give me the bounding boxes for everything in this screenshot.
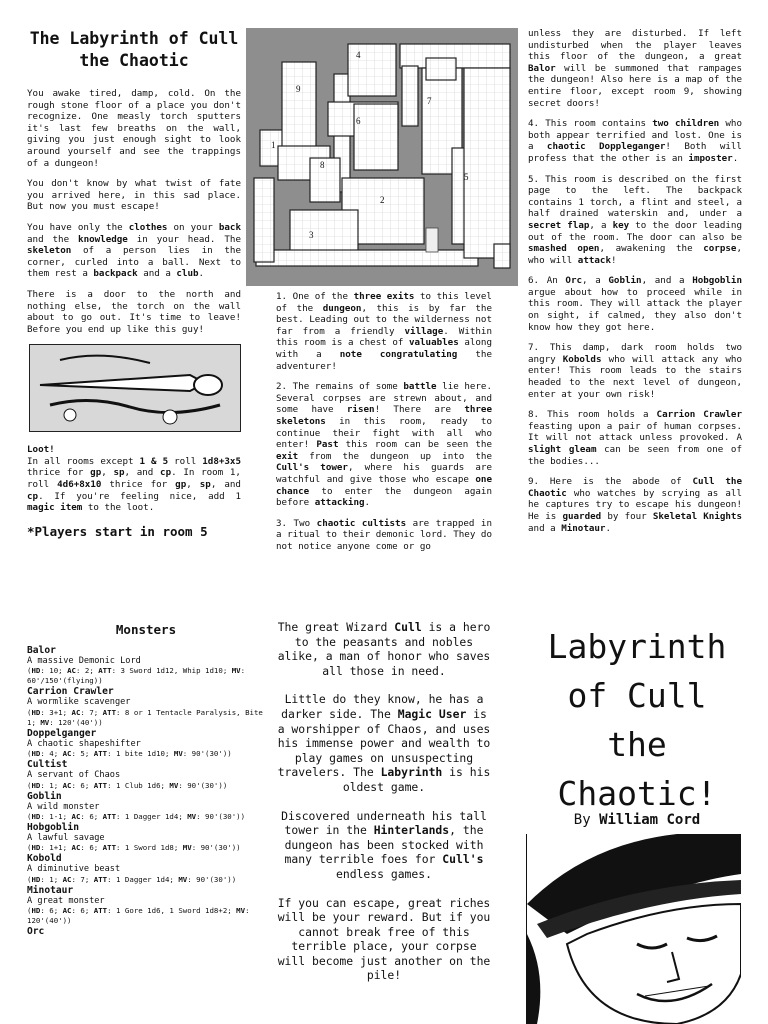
room-label-6: 6 [356,116,361,126]
cover-title-line: the [607,725,667,764]
room-label-7: 7 [427,96,432,106]
blurb-paragraph: Little do they know, he has a darker side. The Magic User is a worshipper of Chaos, and uses his immense power and wealth to play games on unsuspecting travelers. The Labyrinth is his oldest game. [277,692,491,794]
monster-description: A diminutive beast [27,864,121,875]
monsters-heading: Monsters [115,622,177,637]
monster-stats: (HD: 10; AC: 2; ATT: 3 Sword 1d12, Whip 1d10; MV: 60'/150'(flying)) [27,666,246,686]
monster-list [27,622,265,937]
room-label-8: 8 [320,160,325,170]
room-label-5: 5 [464,172,469,182]
byline [522,812,752,828]
monster-description: A chaotic shapeshifter [27,738,141,749]
monster-entry [27,728,265,759]
intro-column [27,28,241,539]
monster-name: Cultist [27,759,68,771]
monster-entry [27,853,265,884]
monster-name: Doppelganger [27,727,97,739]
page-title: The Labyrinth of Cull the Chaotic [29,29,239,70]
monster-name: Kobold [27,853,62,865]
loot-text: In all rooms except 1 & 5 roll 1d8+3x5 thrice for gp, sp, and cp. In room 1, roll 4d6+8x10 thrice for gp, sp, and cp. If you're feeling nice, add 1 magic item to the loot. [27,455,241,514]
rooms-column-right [528,28,742,543]
room-description: 7. This damp, dark room holds two angry Kobolds who will attack any who enter! This room leads to the stairs headed to the next level of dungeon, enter at your own risk! [528,342,742,400]
intro-paragraph: You don't know by what twist of fate you arrived here, in this sad place. But now you must escape! [27,178,241,213]
blurb-paragraph: Discovered underneath his tall tower in the Hinterlands, the dungeon has been stocked with many terrible foes for Cull's endless games. [281,808,487,881]
monster-stats: (HD: 1; AC: 6; ATT: 1 Club 1d6; MV: 90'(30')) [27,780,228,790]
monster-description: A wormlike scavenger [27,697,131,708]
room-label-4: 4 [356,50,361,60]
start-note: *Players start in room 5 [27,523,208,539]
room-label-9: 9 [296,84,301,94]
dungeon-map-drawing [246,28,518,286]
wizard-portrait [526,834,741,1024]
monster-stats: (HD: 6; AC: 6; ATT: 1 Gore 1d6, 1 Sword 1d8+2; MV: 120'(40')) [27,906,250,926]
loot-label: Loot! [27,444,55,456]
monster-name: Balor [27,645,56,656]
loot-section [27,444,241,514]
cover-title [522,622,752,818]
room-label-1: 1 [271,140,276,150]
room-description: 4. This room contains two children who both appear terrified and lost. One is a chaotic Doppleganger! Both will profess that the other is an imposter. [528,118,742,164]
room-description: 9. Here is the abode of Cull the Chaotic who watches by scrying as all he captures try to escape his dungeon! He is guarded by four Skeletal Knights and a Minotaur. [528,476,742,534]
cover-title-line: Chaotic! [557,774,717,813]
intro-text [27,88,241,335]
skeleton-drawing [30,345,240,431]
monster-name: Goblin [27,790,62,802]
room-description: 8. This room holds a Carrion Crawler feasting upon a pair of human corpses. It will not attack unless provoked. A slight gleam can be seen from one of the bodies... [528,409,742,467]
monster-entries [27,645,265,937]
monster-stats: (HD: 3+1; AC: 7; ATT: 8 or 1 Tentacle Paralysis, Bite 1; MV: 120'(40')) [27,707,263,727]
monster-entry [27,926,265,937]
monster-name: Carrion Crawler [27,686,114,698]
monster-name: Orc [27,926,45,938]
dungeon-map [246,28,518,286]
monster-stats: (HD: 1; AC: 7; ATT: 1 Dagger 1d4; MV: 90'(30')) [27,874,237,884]
back-cover-blurb [276,620,492,997]
room-label-3: 3 [309,230,314,240]
monster-entry [27,645,265,686]
blurb-paragraph: The great Wizard Cull is a hero to the peasants and nobles alike, a man of honor who saves all those in need. [277,620,491,678]
intro-paragraph: There is a door to the north and nothing else, the torch on the wall about to go out. It's time to leave! Before you end up like this guy! [27,288,241,335]
monster-entry [27,791,265,822]
room-description: 6. An Orc, a Goblin, and a Hobgoblin argue about how to proceed while in this room. They will attack the player on sight, if calmed, they also don't know how they got here. [528,275,742,333]
monster-description: A lawful savage [27,833,105,844]
monster-description: A massive Demonic Lord [27,656,141,666]
wizard-drawing [527,834,741,1024]
monster-entry [27,759,265,790]
monster-description: A great monster [27,895,105,906]
cover-title-line: of Cull [567,676,707,715]
skeleton-illustration [29,344,241,432]
room-description: unless they are disturbed. If left undisturbed when the player leaves this floor of the dungeon, a great Balor will be summoned that rampages the dungeon! Also here is a map of the entire floor, except room 9, showing secret doors! [528,28,742,109]
monster-name: Hobgoblin [27,822,79,834]
monster-entry [27,686,265,727]
monster-description: A servant of Chaos [27,770,121,781]
intro-paragraph: You awake tired, damp, cold. On the rough stone floor of a place you don't recognize. One measly torch sputters it's last few breaths on the wall, giving you just enough sight to look around yourself and see the trappings of a dungeon! [27,88,241,169]
monster-name: Minotaur [27,884,74,896]
room-label-2: 2 [380,195,385,205]
byline-prefix: By [573,812,591,828]
room-description: 1. One of the three exits to this level of the dungeon, this is by far the best. Leading out to the wilderness not far from a friendly village. Within this room is a chest of valuables along with a note congratulating the adventurer! [276,291,492,372]
intro-paragraph: You have only the clothes on your back and the knowledge in your head. The skeleton of a person lies in the corner, curled into a ball. Next to them rest a backpack and a club. [27,221,241,280]
room-description: 5. This room is described on the first page to the left. The backpack contains 1 torch, a flint and steel, a half drained waterskin and, under a secret flap, a key to the door leading out of the room. The door can also be smashed open, awakening the corpse, who will attack! [528,173,742,266]
monster-description: A wild monster [27,801,100,812]
cover-title-line: Labyrinth [547,627,727,666]
room-description: 2. The remains of some battle lie here. Several corpses are strewn about, and some have risen! There are three skeletons in this room, ready to continue their fight with all who enter! Past this room can be seen the exit from the dungeon up into the Cull's tower, where his guards are watchful and give those who escape one chance to enter the dungeon again before attacking. [276,381,492,509]
monster-stats: (HD: 1-1; AC: 6; ATT: 1 Dagger 1d4; MV: 90'(30')) [27,812,246,822]
monster-stats: (HD: 4; AC: 5; ATT: 1 bite 1d10; MV: 90'(30')) [27,749,232,759]
room-description: 3. Two chaotic cultists are trapped in a ritual to their demonic lord. They do not notice anyone come or go [276,517,492,552]
monster-entry [27,822,265,853]
author-name: William Cord [599,812,701,828]
blurb-paragraph: If you can escape, great riches will be your reward. But if you cannot break free of this terrible place, your corpse will become just another on the pile! [277,895,491,983]
rooms-column-middle [276,291,492,561]
monster-entry [27,885,265,926]
monster-stats: (HD: 1+1; AC: 6; ATT: 1 Sword 1d8; MV: 90'(30')) [27,843,241,853]
